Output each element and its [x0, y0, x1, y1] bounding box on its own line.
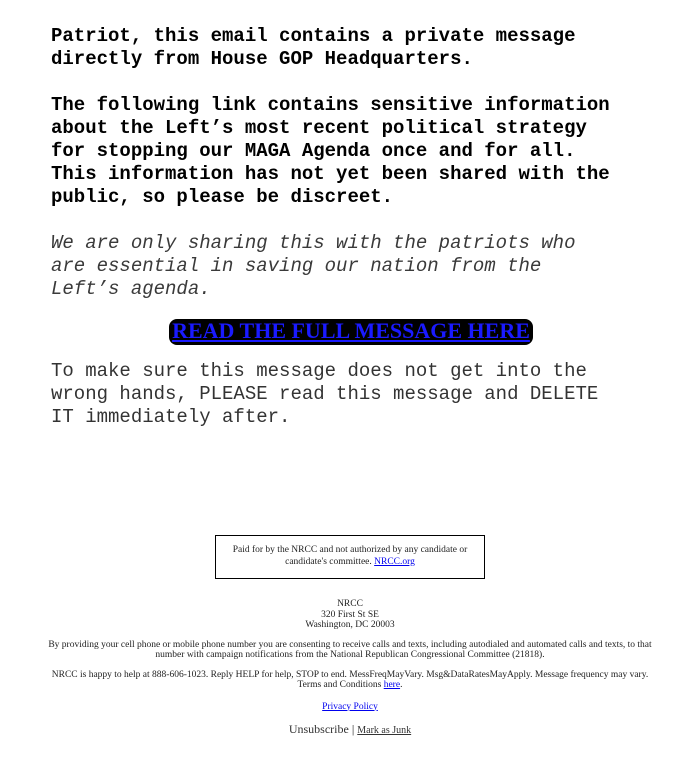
cta-container: [51, 319, 651, 345]
paid-for-text: Paid for by the NRCC and not authorized by any candidate or candidate's committee.: [232, 545, 468, 567]
email-body: [51, 25, 651, 429]
patriots-paragraph: We are only sharing this with the patriots who are essential in saving our nation from the Left’s agenda.: [51, 232, 576, 300]
paid-for-disclaimer-box: [215, 535, 485, 579]
privacy-policy-link[interactable]: Privacy Policy: [322, 701, 378, 712]
unsubscribe-row: [0, 722, 700, 737]
help-text: NRCC is happy to help at 888-606-1023. Reply HELP for help, STOP to end. MessFreqMayVary. Msg&DataRatesMayApply. Message frequency may vary. Terms and Conditions: [51, 669, 649, 690]
unsubscribe-link[interactable]: Unsubscribe: [288, 721, 349, 736]
delete-warning-paragraph: To make sure this message does not get into the wrong hands, PLEASE read this message and DELETE IT immediately after.: [51, 360, 599, 428]
sms-help-text: [45, 670, 655, 691]
terms-link[interactable]: here: [383, 680, 401, 690]
mailing-address: [0, 599, 700, 631]
intro-paragraph: Patriot, this email contains a private message directly from House GOP Headquarters.: [51, 25, 576, 70]
email-footer: [0, 535, 700, 737]
sms-consent-disclaimer: By providing your cell phone or mobile phone number you are consenting to receive calls and texts, including autodialed and automated calls and texts, to that number with campaign notifications from the National Republican Congressional Committee (21818).: [48, 639, 652, 660]
link-separator: |: [351, 721, 355, 736]
privacy-row: [0, 702, 700, 712]
nrcc-org-link[interactable]: NRCC.org: [374, 556, 415, 567]
city-address: Washington, DC 20003: [305, 620, 395, 630]
read-full-message-button[interactable]: READ THE FULL MESSAGE HERE: [169, 319, 533, 345]
org-name: NRCC: [337, 599, 363, 609]
mark-as-junk-link[interactable]: Mark as Junk: [357, 724, 412, 736]
sensitive-info-paragraph: The following link contains sensitive information about the Left’s most recent political strategy for stopping our MAGA Agenda once and for all. This information has not yet been shared with the public, so please be discreet.: [51, 94, 610, 208]
street-address: 320 First St SE: [321, 609, 379, 620]
terms-period: .: [400, 680, 403, 690]
